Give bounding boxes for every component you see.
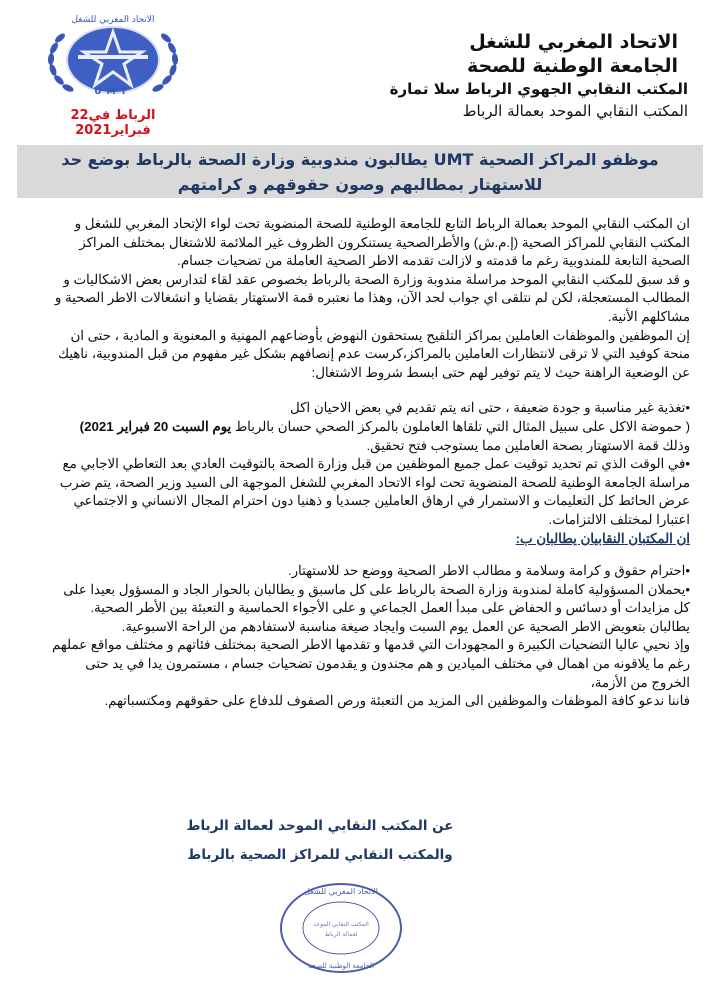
- bullet-food-line-3: وذلك قمة الاستهتار بصحة العاملين مما يستوجب فتح تحقيق.: [366, 437, 690, 453]
- paragraph-tribute: وإذ نحيي عاليا التضحيات الكبيرة و المجهودات التي قدمها و تقدمها الاطر الصحية بمختلف فئاتهم و مختلف مواقع عملهم رغم ما يلاقونه من اهمال في مختلف الميادين و هم مجندون و يقدمون تضحيات جسام ، مستمرون يدا في يد حتى الخروج من الأزمة،: [52, 637, 690, 690]
- demand-responsibility: •يحملان المسؤولية كاملة لمندوبة وزارة الصحة بالرباط على كل ماسبق و يطالبان بالحوار الجاد و المسؤول بعيدا على كل مزايدات أو دسائس و الحفاض على مبدأ العمل الجماعي و على الأجواء الحماسية و التعبئة بين الأطر الصحية.: [63, 581, 690, 616]
- document-date: الرباط في22 فبراير2021: [70, 108, 156, 138]
- paragraph-intro: ان المكتب النقابي الموحد بعمالة الرباط التابع للجامعة الوطنية للصحة المنضوية تحت لواء الإتحاد المغربي للشغل و المكتب النقابي للمراكز الصحية (إ.م.ش) والأطرالصحية يستنكرون الظروف غير الملائمة للاشتغال بمختلف المراكز الصحية التابعة للمندوبية رغم ما قدمته و لازالت تقدمه الاطر الصحية العاملة من تضحيات جسام.: [74, 216, 690, 269]
- stamp-inner-line-2: لعمالة الرباط: [324, 931, 358, 938]
- title-line-1: موظفو المراكز الصحية UMT يطالبون مندوبية وزارة الصحة بالرباط بوضع حد: [61, 150, 659, 169]
- document-title: [17, 145, 703, 198]
- unified-office-name: المكتب النقابي الموحد بعمالة الرباط: [462, 102, 688, 120]
- bullet-food-line-1: •تغذية غير مناسبة و جودة ضعيفة ، حتى انه يتم تقديم في بعض الاحيان اكل: [290, 400, 690, 416]
- stamp-inner-line-1: المكتب النقابي الموحد: [313, 921, 369, 928]
- logo-arc-text: الاتحاد المغربي للشغل: [71, 15, 155, 25]
- signature-line-2: والمكتب النقابي للمراكز الصحية بالرباط: [187, 847, 453, 863]
- umt-logo: [38, 8, 188, 108]
- title-line-2: للاستهتار بمطالبهم وصون حقوقهم و كرامتهم: [177, 175, 543, 194]
- letterhead: [389, 30, 688, 122]
- official-stamp: [278, 880, 404, 976]
- stamp-bottom-text: الجامعة الوطنية للصحة: [307, 962, 375, 970]
- paragraph-vaccination-staff: إن الموظفين والموظفات العاملين بمراكز التلقيح يستحقون النهوض بأوضاعهم المهنية و المعنوية و المادية ، حتى ان منحة كوفيد التي لا ترقى لانتظارات العاملين بالمراكز،كرست عدم إنصافهم بشكل غير مفهوم من قبل المندوبية، ناهيك عن الوضعية الراهنة حيث لا يتم توفير لهم حتى ابسط شروط الاشتغال:: [58, 327, 690, 380]
- stamp-top-text: الاتحاد المغربي للشغل: [304, 887, 378, 896]
- document-body: [44, 215, 690, 711]
- paragraph-call-to-action: فاننا ندعو كافة الموظفات والموظفين الى المزيد من التعبئة ورص الصفوف للدفاع على حقوقهم ومكتسباتهم.: [104, 693, 690, 709]
- bullet-food-date: يوم السبت 20 فبراير 2021): [79, 418, 232, 434]
- paragraph-correspondence: و قد سبق للمكتب النقابي الموحد مراسلة مندوبة وزارة الصحة بالرباط بخصوص عقد لقاء لتدارس بعض الاشكاليات و المطالب المستعجلة، لكن لم نتلقى اي جواب لحد الآن، وهذا ما نعتبره قمة الاستهتار بقضايا و انشغالات الاطر الصحية و مشاكلهم الأنية.: [54, 271, 690, 324]
- signature-line-1: عن المكتب النقابي الموحد لعمالة الرباط: [186, 818, 454, 834]
- logo-initials: UMT: [94, 87, 132, 97]
- union-name: الاتحاد المغربي للشغل: [469, 31, 678, 53]
- bullet-food-line-2: [44, 418, 690, 437]
- federation-name: الجامعة الوطنية للصحة: [466, 55, 678, 77]
- bullet-food-text: ( حموضة الاكل على سبيل المثال التي تلقاها العاملون بالمركز الصحي حسان بالرباط: [231, 418, 690, 434]
- regional-office-name: المكتب النقابي الجهوي الرباط سلا تمارة: [389, 80, 688, 98]
- demands-heading: ان المكتبان النقابيان يطالبان ب:: [515, 530, 690, 546]
- demand-respect: •احترام حقوق و كرامة وسلامة و مطالب الاطر الصحية ووضع حد للاستهتار.: [287, 563, 690, 579]
- demand-saturday-compensation: يطالبان بتعويض الاطر الصحية عن العمل يوم السبت وايجاد صيغة مناسبة لاستفادهم من الراحة الاسبوعية.: [121, 618, 690, 634]
- bullet-working-hours: •في الوقت الذي تم تحديد توقيت عمل جميع الموظفين من قبل وزارة الصحة بالتوقيت العادي بعد التعاطي الاجابي مع مراسلة الجامعة الوطنية للصحة المنضوية تحت لواء الاتحاد المغربي للشغل الموجهة الى السيد وزير الصحة، يتم ضرب عرض الحائط كل التعليمات و الاستمرار في ارهاق العاملين جسديا و ذهنيا دون احترام المجال الانساني و الاجتماعي اعتبارا لمختلف الالتزامات.: [59, 456, 690, 527]
